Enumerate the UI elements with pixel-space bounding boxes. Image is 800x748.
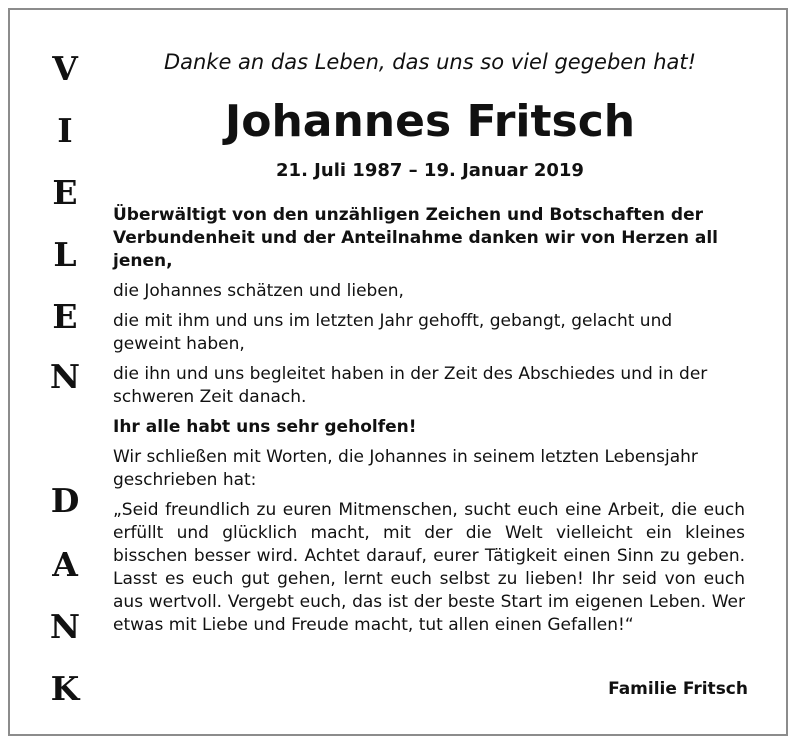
notice-text (113, 204, 745, 644)
side-letter: N (49, 607, 81, 646)
emphasis-paragraph: Ihr alle habt uns sehr geholfen! (113, 417, 417, 437)
quote-paragraph: „Seid freundlich zu euren Mitmenschen, sucht euch eine Arbeit, die euch erfüllt und glücklich macht, mit der die Welt vielleicht ein kleines bisschen besser wird. Achtet darauf, eurer Tätigkeit einen Sinn zu geben. Lasst es euch gut gehen, lernt euch selbst zu lieben! Ihr seid von euch aus wertvoll. Vergebt euch, das ist der beste Start im eigenen Leben. Wer etwas mit Liebe und Freude macht, tut allen einen Gefallen!“ (113, 500, 745, 635)
intro-paragraph: Überwältigt von den unzähligen Zeichen und Botschaften der Verbundenheit und der Anteilnahme danken wir von Herzen all jenen, (113, 205, 718, 271)
side-letter: E (52, 173, 78, 212)
side-letter: I (57, 111, 73, 150)
side-letter: E (52, 297, 78, 336)
side-letter: A (52, 545, 78, 584)
side-letter: N (49, 357, 81, 396)
side-letter: L (53, 235, 77, 274)
deceased-name: Johannes Fritsch (224, 96, 636, 147)
paragraph: die ihn und uns begleitet haben in der Zeit des Abschiedes und in der schweren Zeit danach. (113, 364, 708, 407)
side-letter: D (50, 481, 80, 520)
motto: Danke an das Leben, das uns so viel gegeben hat! (163, 50, 697, 74)
paragraph: die mit ihm und uns im letzten Jahr gehofft, gebangt, gelacht und geweint haben, (113, 311, 673, 354)
paragraph: die Johannes schätzen und lieben, (113, 281, 404, 301)
side-letter: K (50, 669, 80, 708)
side-letter: V (52, 49, 78, 88)
life-dates: 21. Juli 1987 – 19. Januar 2019 (276, 160, 584, 181)
paragraph: Wir schließen mit Worten, die Johannes in seinem letzten Lebensjahr geschrieben hat: (113, 447, 698, 490)
signature: Familie Fritsch (608, 679, 748, 699)
